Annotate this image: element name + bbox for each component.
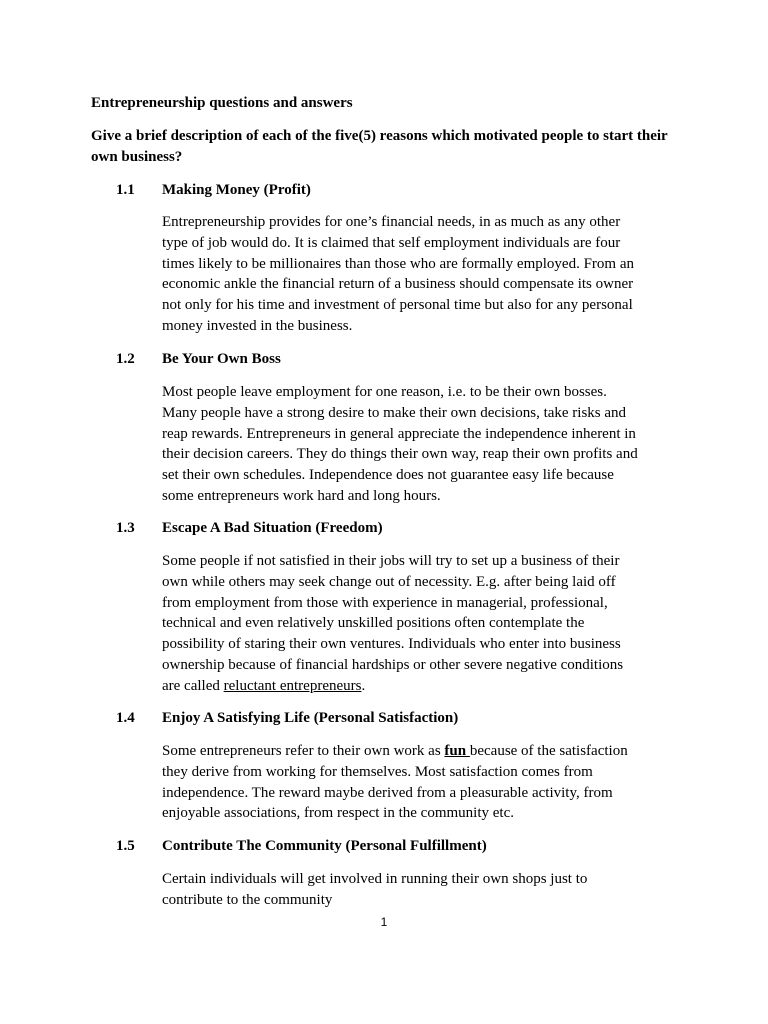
section-number: 1.4 <box>116 710 135 726</box>
section-number: 1.5 <box>116 838 135 854</box>
section-title: Making Money (Profit) <box>162 182 311 198</box>
section-heading-1-1 <box>116 180 311 201</box>
document-title: Entrepreneurship questions and answers <box>91 95 353 111</box>
body-text: Some people if not satisfied in their jobs will try to set up a business of their own while others may seek change out of necessity. E.g. after being laid off from employment from those with experience in managerial, professional, technical and even relatively unskilled positions often contemplate the possibility of staring their own ventures. Individuals who enter into business ownership because of financial hardships or other severe negative conditions are called <box>162 553 624 694</box>
section-body-1-3 <box>162 551 642 697</box>
section-title: Contribute The Community (Personal Fulfillment) <box>162 838 487 854</box>
section-heading-1-2 <box>116 349 281 370</box>
section-number: 1.1 <box>116 182 135 198</box>
section-body-1-4 <box>162 741 642 824</box>
page-number: 1 <box>380 915 388 929</box>
section-title: Enjoy A Satisfying Life (Personal Satisfaction) <box>162 710 459 726</box>
reluctant-entrepreneurs-term: reluctant entrepreneurs <box>223 677 362 694</box>
body-text: . <box>361 677 366 694</box>
section-body-1-5: Certain individuals will get involved in running their own shops just to contribute to the community <box>162 871 588 908</box>
section-title: Escape A Bad Situation (Freedom) <box>162 520 383 536</box>
section-body-1-1: Entrepreneurship provides for one’s financial needs, in as much as any other type of job would do. It is claimed that self employment individuals are four times likely to be millionaires than those who are formally employed. From an economic ankle the financial return of a business should compensate its owner not only for his time and investment of personal time but also for any personal money invested in the business. <box>162 214 634 334</box>
section-title: Be Your Own Boss <box>162 351 281 367</box>
body-text: Some entrepreneurs refer to their own work as <box>162 743 445 759</box>
section-body-1-2: Most people leave employment for one reason, i.e. to be their own bosses. Many people have a strong desire to make their own decisions, take risks and reap rewards. Entrepreneurs in general appreciate the independence inherent in their decision careers. They do things their own way, reap their own profits and set their own schedules. Independence does not guarantee easy life because some entrepreneurs work hard and long hours. <box>162 384 638 504</box>
question-text: Give a brief description of each of the five(5) reasons which motivated people to start their own business? <box>91 128 668 165</box>
section-number: 1.2 <box>116 351 135 367</box>
section-heading-1-3 <box>116 518 383 539</box>
body-text: because of the satisfaction they derive from working for themselves. Most satisfaction comes from independence. The reward maybe derived from a pleasurable activity, from enjoyable associations, from respect in the community etc. <box>162 743 628 822</box>
fun-term: fun <box>444 743 470 759</box>
section-heading-1-4 <box>116 708 458 729</box>
section-number: 1.3 <box>116 520 135 536</box>
section-heading-1-5 <box>116 836 487 857</box>
